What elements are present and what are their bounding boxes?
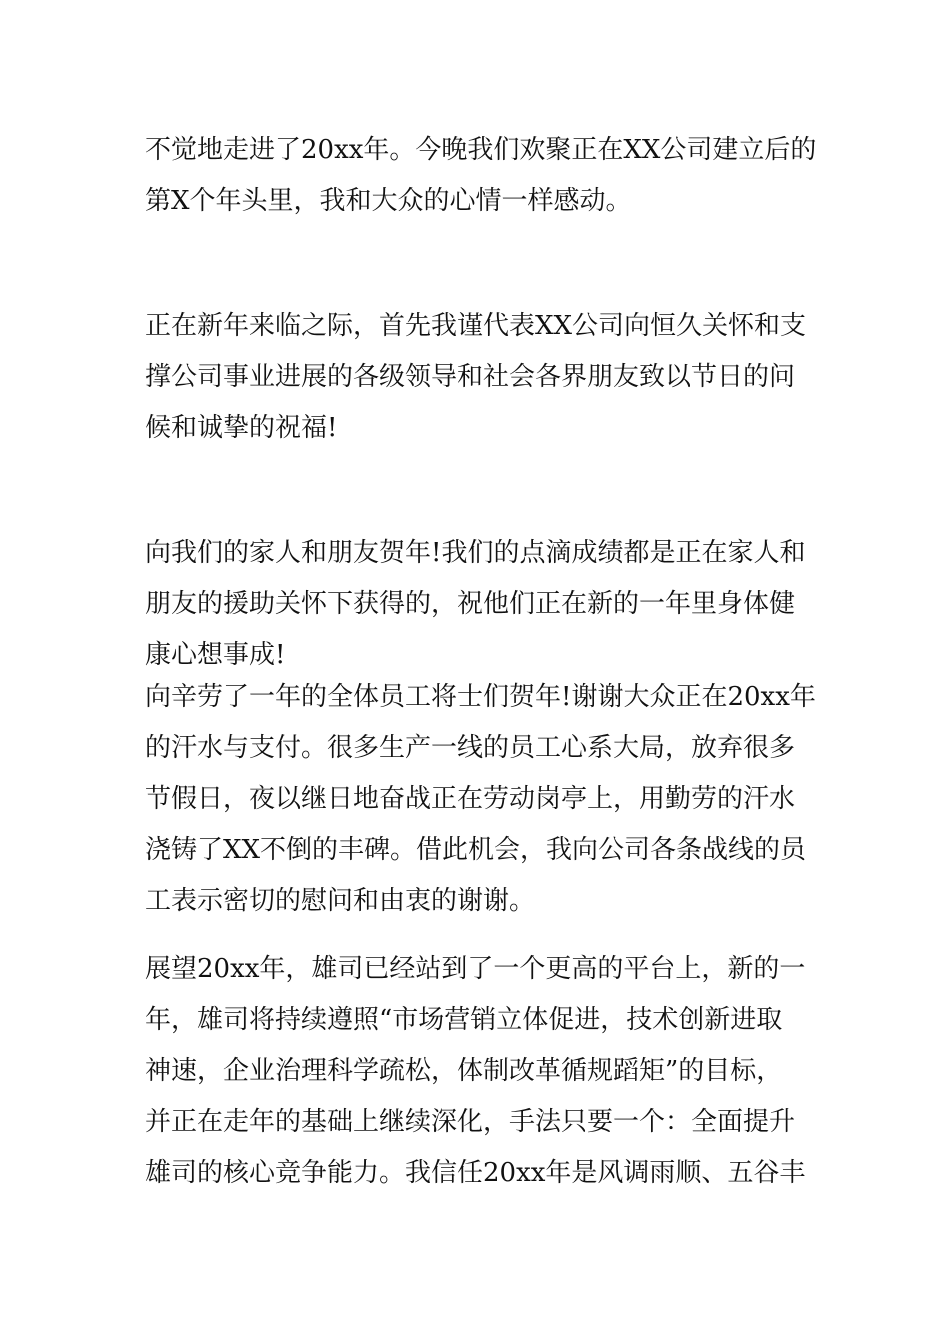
text-line: 年，雄司将持续遵照“市场营销立体促进，技术创新进取	[145, 1005, 783, 1035]
text-line: 雄司的核心竞争能力。我信任20xx年是风调雨顺、五谷丰	[145, 1158, 806, 1188]
text-line: 浇铸了XX不倒的丰碑。借此机会，我向公司各条战线的员	[145, 835, 807, 865]
text-line: 正在新年来临之际，首先我谨代表XX公司向恒久关怀和支	[145, 311, 807, 341]
paragraph-4	[145, 672, 815, 927]
text-line: 撑公司事业进展的各级领导和社会各界朋友致以节日的问	[145, 362, 796, 392]
text-line: 工表示密切的慰问和由衷的谢谢。	[145, 886, 536, 916]
text-line: 候和诚挚的祝福!	[145, 413, 338, 443]
text-line: 向我们的家人和朋友贺年!我们的点滴成绩都是正在家人和	[145, 538, 806, 568]
paragraph-5	[145, 944, 815, 1199]
text-line: 神速，企业治理科学疏松，体制改革循规蹈矩”的目标，	[145, 1056, 783, 1086]
text-line: 节假日，夜以继日地奋战正在劳动岗亭上，用勤劳的汗水	[145, 784, 796, 814]
text-line: 不觉地走进了20xx年。今晚我们欢聚正在XX公司建立后的	[145, 135, 817, 165]
text-line: 向辛劳了一年的全体员工将士们贺年!谢谢大众正在20xx年	[145, 682, 816, 712]
text-line: 康心想事成!	[145, 640, 286, 670]
text-line: 的汗水与支付。很多生产一线的员工心系大局，放弃很多	[145, 733, 796, 763]
text-line: 展望20xx年，雄司已经站到了一个更高的平台上，新的一	[145, 954, 806, 984]
paragraph-3	[145, 528, 815, 681]
text-line: 第X个年头里，我和大众的心情一样感动。	[145, 186, 632, 216]
text-line: 并正在走年的基础上继续深化，手法只要一个：全面提升	[145, 1107, 796, 1137]
paragraph-2	[145, 301, 815, 454]
paragraph-1	[145, 125, 815, 227]
text-line: 朋友的援助关怀下获得的，祝他们正在新的一年里身体健	[145, 589, 796, 619]
